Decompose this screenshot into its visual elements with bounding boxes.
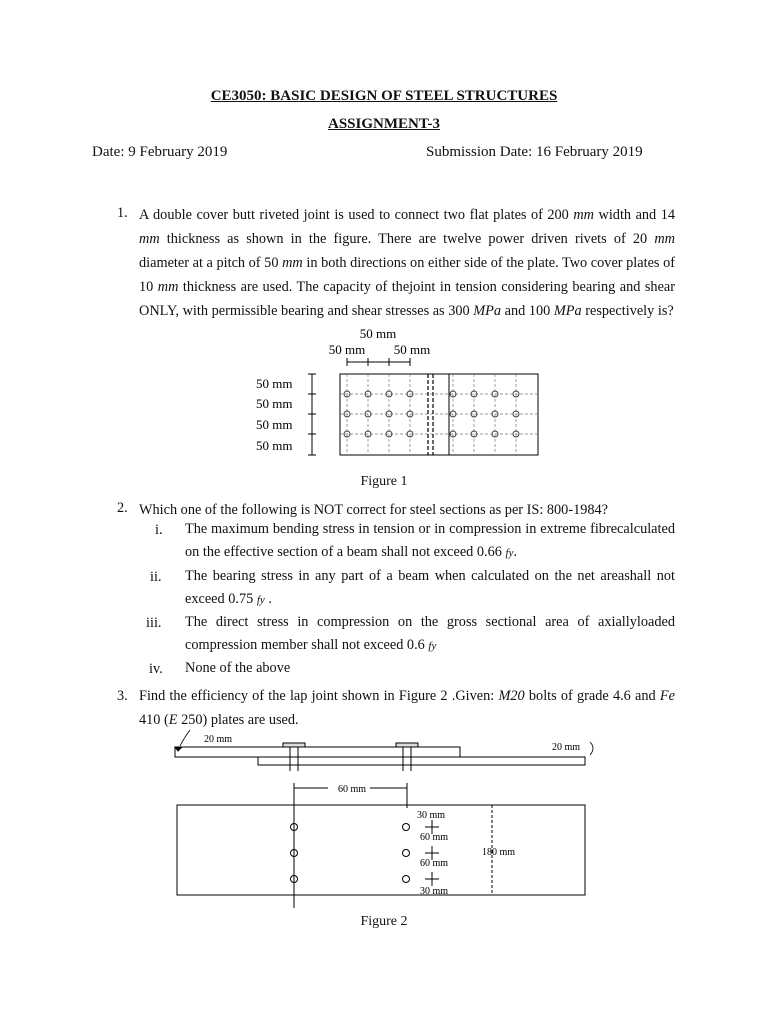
- assignment-title: ASSIGNMENT-3: [328, 116, 440, 132]
- fig2-thk-right: 20 mm: [552, 742, 581, 753]
- fig2-edge-bottom: 30 mm: [420, 886, 449, 897]
- q2-option-label: ii.: [150, 569, 162, 585]
- q3-number: 3.: [117, 688, 128, 704]
- fig1-row-dim: 50 mm: [256, 438, 293, 453]
- q3-text: Find the efficiency of the lap joint shown in Figure 2 .Given: M20 bolts of grade 4.6 and Fe 410 (E 250) plates are used.: [139, 688, 675, 728]
- q2-option-label: iii.: [146, 615, 162, 631]
- fig2-thk-left: 20 mm: [204, 734, 233, 745]
- q2-option-label: iv.: [149, 661, 163, 677]
- q2-text: Which one of the following is NOT correct for steel sections as per IS: 800-1984?: [139, 502, 609, 518]
- figure1-caption: Figure 1: [360, 474, 408, 489]
- submission-date: Submission Date: 16 February 2019: [426, 144, 643, 160]
- fig2-edge-top: 30 mm: [417, 810, 446, 821]
- figure2-diagram: [170, 728, 610, 908]
- fig1-right-dim: 50 mm: [393, 342, 431, 357]
- q2-number: 2.: [117, 500, 128, 516]
- fig2-width: 180 mm: [482, 847, 516, 858]
- figure1-diagram: [250, 324, 550, 464]
- fig2-gauge1: 60 mm: [420, 832, 449, 843]
- fig2-gauge2: 60 mm: [420, 858, 449, 869]
- figure2-caption: Figure 2: [360, 914, 408, 929]
- q1-number: 1.: [117, 205, 128, 221]
- fig1-top-dim: 50 mm: [359, 326, 397, 341]
- q2-option-iii: The direct stress in compression on the gross sectional area of axiallyloaded compression member shall not exceed 0.6 fy: [185, 614, 675, 653]
- q2-option-label: i.: [155, 522, 163, 538]
- fig1-row-dim: 50 mm: [256, 396, 293, 411]
- q2-option-ii: The bearing stress in any part of a beam when calculated on the net areashall not exceed 0.75 fy .: [185, 568, 675, 607]
- q2-option-i: The maximum bending stress in tension or in compression in extreme fibrecalculated on the effective section of a beam shall not exceed 0.66 fy.: [185, 521, 675, 560]
- fig1-left-dim: 50 mm: [328, 342, 366, 357]
- fig2-pitch: 60 mm: [338, 784, 367, 795]
- q1-text: A double cover butt riveted joint is used to connect two flat plates of 200 mm width and 14 mm thickness as shown in the figure. There are twelve power driven rivets of 20 mm diameter at a pitch of 50 mm in both directions on either side of the plate. Two cover plates of 10 mm thickness are used. The capacity of thejoint in tension considering bearing and shear ONLY, with permissible bearing and shear stresses as 300 MPa and 100 MPa respectively is?: [139, 207, 676, 319]
- fig1-row-dim: 50 mm: [256, 376, 293, 391]
- q2-option-iv: None of the above: [185, 660, 291, 676]
- fig1-row-dim: 50 mm: [256, 417, 293, 432]
- issue-date: Date: 9 February 2019: [92, 144, 228, 160]
- course-title: CE3050: BASIC DESIGN OF STEEL STRUCTURES: [210, 88, 558, 104]
